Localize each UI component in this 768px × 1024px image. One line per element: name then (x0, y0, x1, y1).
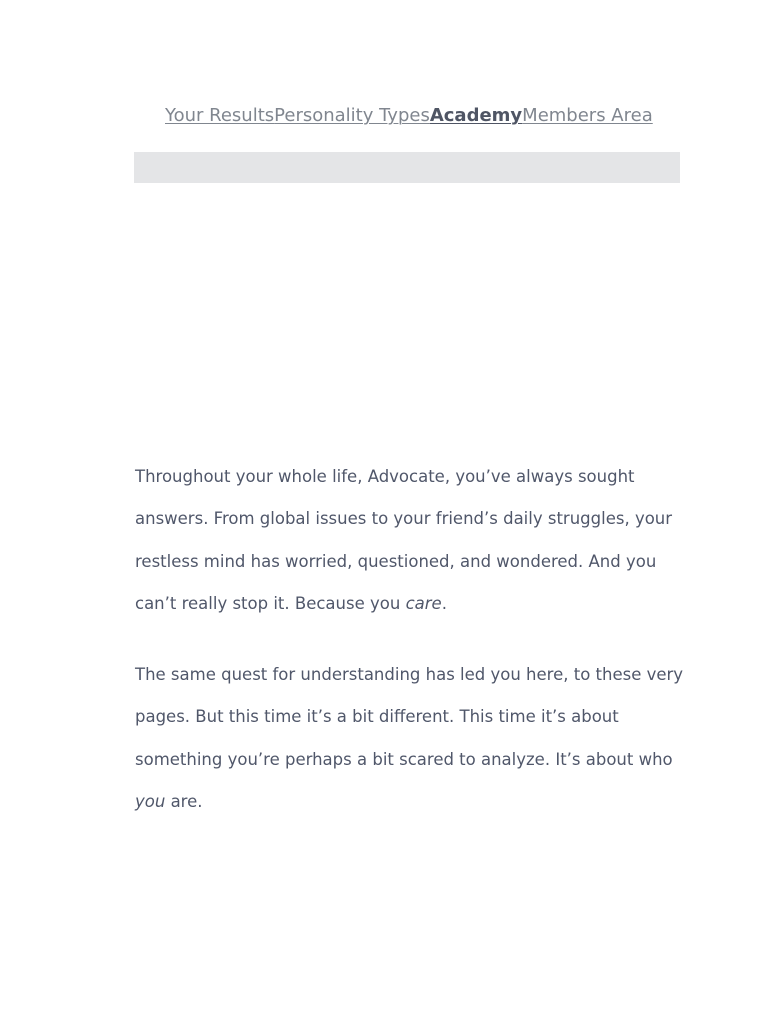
intro-end: . (441, 593, 447, 613)
intro-text: Throughout your whole life, Advocate, you’ve always sought answers. From global issues to your friend’s daily struggles, your restless mind has worried, questioned, and wondered. And you can’t really stop it. Because you (135, 467, 673, 613)
second-text: The same quest for understanding has led you here, to these very pages. But this time it’s a bit different. This time it’s about something you’re perhaps a bit scared to analyze. It’s about who (135, 665, 684, 769)
nav-link-members-area[interactable]: Members Area (522, 105, 653, 126)
second-paragraph (135, 654, 695, 823)
nav-link-personality-types[interactable]: Personality Types (274, 105, 430, 126)
header-bar (134, 152, 680, 183)
article-body (135, 456, 695, 852)
second-end: are. (165, 792, 203, 812)
nav-link-academy[interactable]: Academy (429, 105, 523, 126)
nav-link-your-results[interactable]: Your Results (165, 105, 275, 126)
main-nav (135, 104, 655, 127)
second-emphasis: you (135, 792, 166, 812)
intro-emphasis: care (405, 593, 442, 613)
intro-paragraph (135, 456, 695, 625)
